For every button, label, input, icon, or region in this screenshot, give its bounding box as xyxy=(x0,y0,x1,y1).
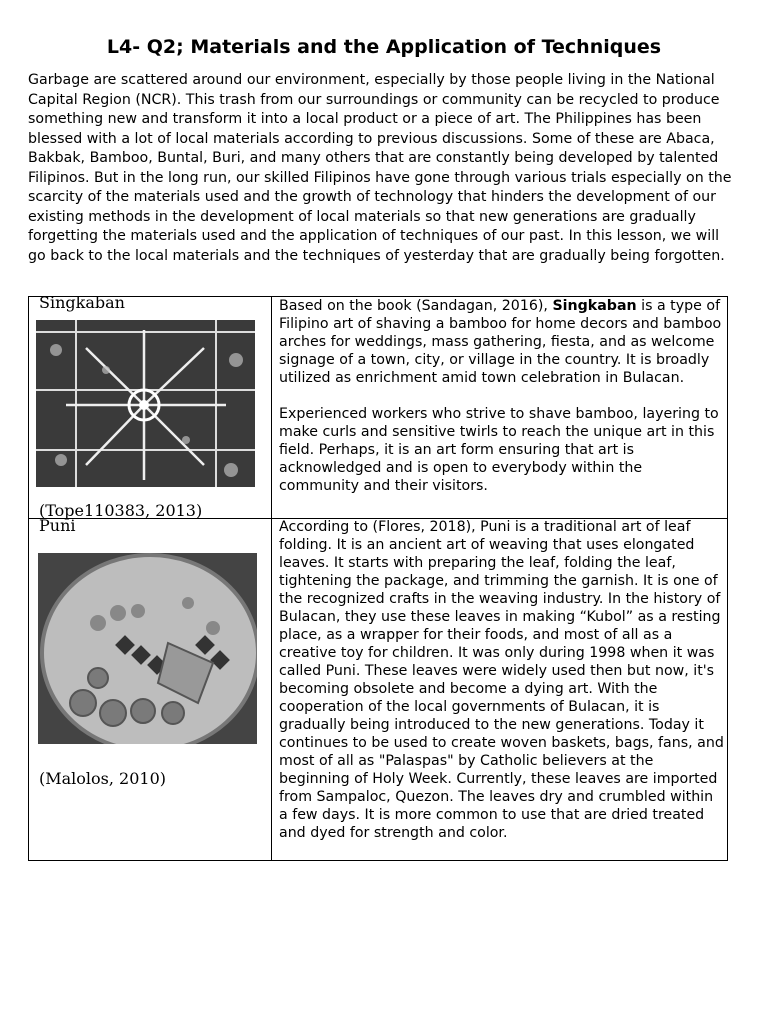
column-divider xyxy=(271,297,272,860)
singkaban-term: Singkaban xyxy=(552,298,637,314)
singkaban-paragraph-1 xyxy=(279,297,725,387)
singkaban-text-suffix: is a type of Filipino art of shaving a bamboo for home decors and bamboo arches for weddings, mass gathering, fiesta, and as welcome signage of a town, city, or village in the country. It is broadly utilized as enrichment amid town celebration in Bulacan. xyxy=(279,298,722,386)
singkaban-paragraph-2: Experienced workers who strive to shave bamboo, layering to make curls and sensitive twirls to reach the unique art in this field. Perhaps, it is an art form ensuring that art is acknowledged and is open to everybody within the community and their visitors. xyxy=(279,406,719,494)
techniques-table xyxy=(28,293,728,861)
puni-credit: (Malolos, 2010) xyxy=(39,769,167,788)
page-title: L4- Q2; Materials and the Application of Techniques xyxy=(106,36,662,58)
puni-description: According to (Flores, 2018), Puni is a traditional art of leaf folding. It is an ancient art of weaving that uses elongated leaves. It starts with preparing the leaf, folding the leaf, tightening the package, and trimming the garnish. It is one of the recognized crafts in the weaving industry. In the history of Bulacan, they use these leaves in making “Kubol” as a resting place, as a wrapper for their foods, and most of all as a creative toy for children. It was only during 1998 when it was called Puni. These leaves were widely used then but now, it's becoming obsolete and become a dying art. With the cooperation of the local governments of Bulacan, it is gradually being introduced to the new generations. Today it continues to be used to create woven baskets, bags, fans, and most of all as "Palaspas" by Catholic believers at the beginning of Holy Week. Currently, these leaves are imported from Sampaloc, Quezon. The leaves dry and crumbled within a few days. It is more common to use that are dried treated and dyed for strength and color. xyxy=(279,519,724,841)
puni-caption: Puni xyxy=(39,516,76,535)
puni-photo xyxy=(38,553,257,744)
singkaban-text-prefix: Based on the book (Sandagan, 2016), xyxy=(279,298,553,314)
singkaban-photo xyxy=(36,320,255,487)
intro-paragraph: Garbage are scattered around our environment, especially by those people living in the National Capital Region (NCR). This trash from our surroundings or community can be recycled to produce something new and transform it into a local product or a piece of art. The Philippines has been blessed with a lot of local materials according to previous discussions. Some of these are Abaca, Bakbak, Bamboo, Buntal, Buri, and many others that are constantly being developed by talented Filipinos. But in the long run, our skilled Filipinos have gone through various trials especially on the scarcity of the materials used and the growth of technology that hinders the development of our existing methods in the development of local materials so that new generations are gradually forgetting the materials used and the application of techniques of our past. In this lesson, we will go back to the local materials and the techniques of yesterday that are gradually being forgotten. xyxy=(28,72,732,264)
singkaban-description xyxy=(279,297,725,495)
singkaban-caption: Singkaban xyxy=(39,293,125,312)
singkaban-credit: (Tope110383, 2013) xyxy=(39,501,203,520)
